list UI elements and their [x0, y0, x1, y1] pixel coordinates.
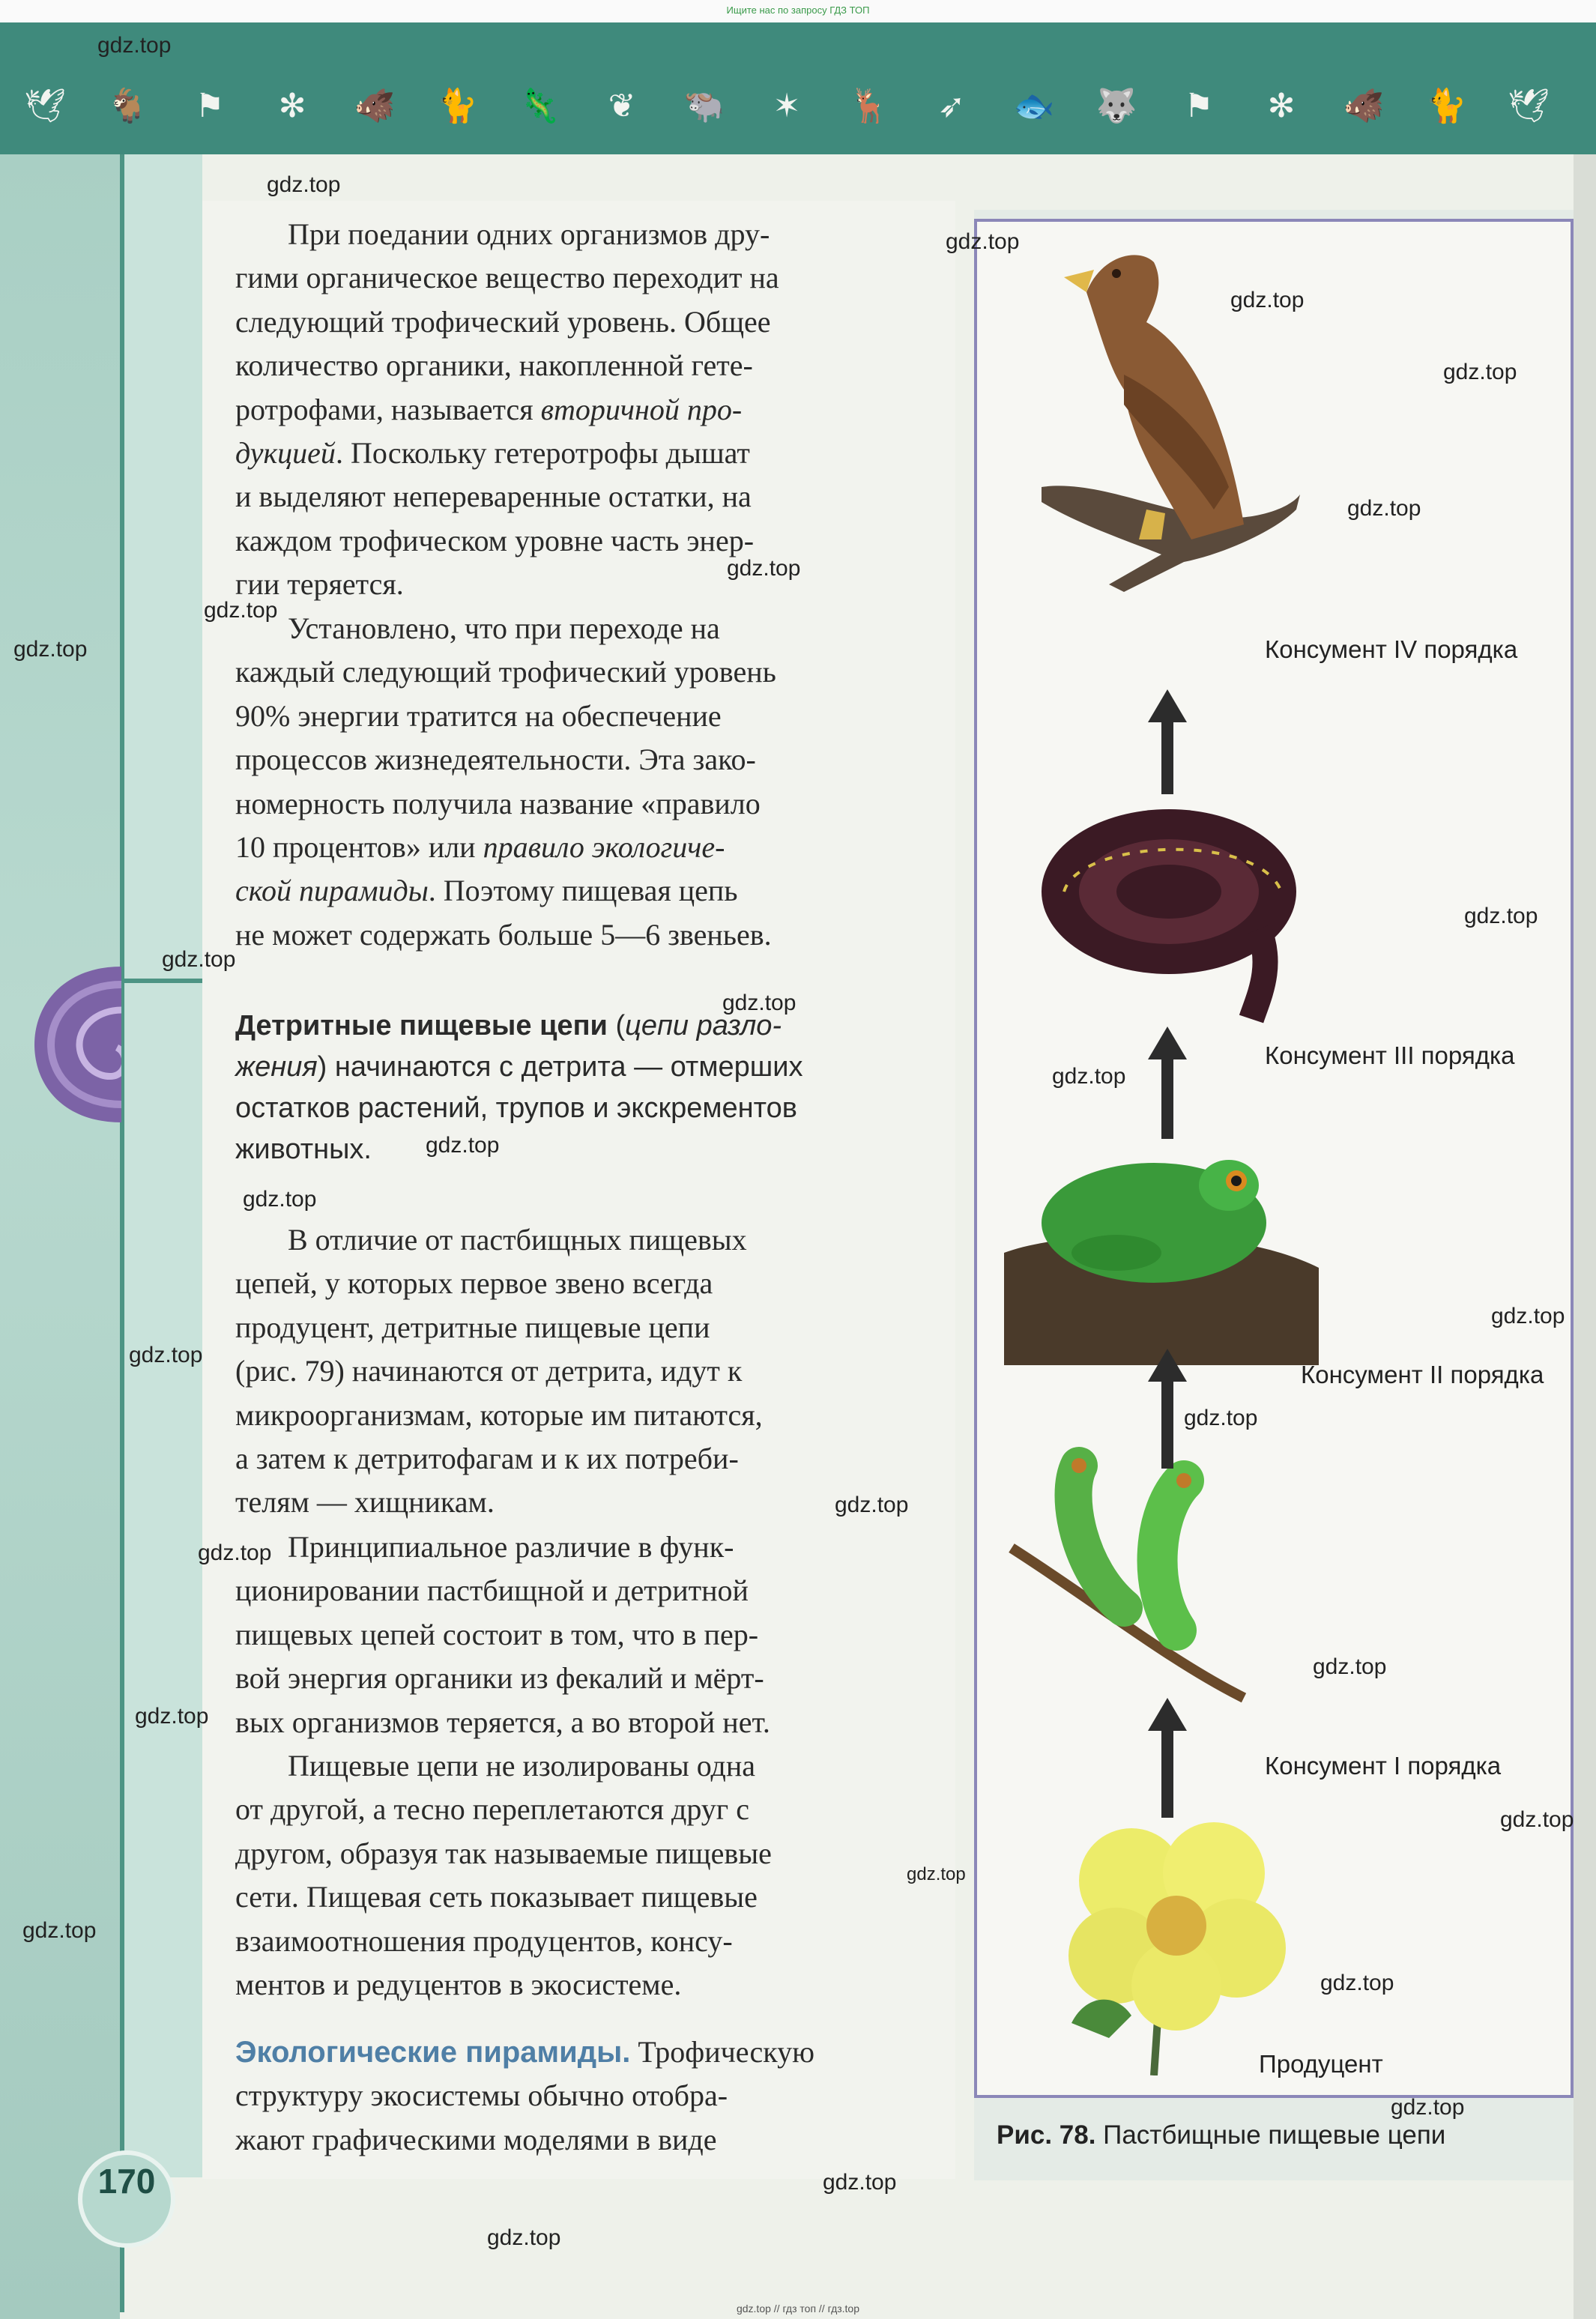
watermark: gdz.top [835, 1493, 909, 1517]
watermark: gdz.top [727, 556, 801, 581]
watermark: gdz.top [97, 33, 172, 58]
bird-icon: 🕊 [24, 88, 66, 124]
insect-icon: ✻ [278, 88, 306, 124]
watermark: gdz.top [1443, 360, 1517, 384]
p3-paren: ( [607, 1010, 626, 1041]
watermark: gdz.top [1184, 1406, 1258, 1430]
watermark: gdz.top [267, 172, 341, 197]
p5-line: ционировании пастбищной и детритной [235, 1573, 749, 1608]
p3-line: ) начинаются с детрита — отмерших [317, 1051, 803, 1083]
p4-line: (рис. 79) начинаются от детрита, идут к [235, 1354, 743, 1388]
footer-text: gdz.top // гдз топ // гдз.top [736, 2303, 860, 2315]
p2-line: процессов жизнедеятельности. Эта зако- [235, 743, 756, 777]
paragraph-6 [235, 1744, 941, 2007]
frog-illustration [1004, 1140, 1319, 1373]
p2-line: каждый следующий трофический уровень [235, 655, 776, 689]
p1-term: вторичной про- [540, 392, 743, 426]
flower-illustration [1042, 1813, 1326, 2075]
p4-line: телям — хищникам. [235, 1485, 495, 1520]
p6-line: другом, образуя так называемые пищевые [235, 1836, 772, 1870]
boar-icon: 🐗 [354, 88, 396, 124]
watermark: gdz.top [198, 1541, 272, 1565]
page-number: 170 [97, 2162, 156, 2201]
p5-line: вой энергия органики из фекалий и мёрт- [235, 1661, 764, 1696]
watermark: gdz.top [1491, 1304, 1565, 1328]
bird-icon: 🕊 [1508, 88, 1550, 124]
cat-icon: 🐈 [1425, 88, 1467, 124]
paragraph-4 [235, 1218, 941, 1525]
heron-icon: ⚑ [1184, 88, 1214, 124]
label-consumer-1: Консумент I порядка [1265, 1752, 1502, 1780]
p6-line: взаимоотношения продуцентов, консу- [235, 1923, 733, 1958]
watermark: gdz.top [129, 1343, 203, 1367]
left-decor-strip [120, 154, 202, 2177]
goat-icon: 🐐 [106, 88, 148, 124]
watermark: gdz.top [907, 1864, 966, 1884]
p1-line: каждом трофическом уровне часть энер- [235, 523, 755, 557]
watermark: gdz.top [1347, 496, 1421, 521]
p4-line: В отличие от пастбищных пищевых [288, 1223, 747, 1257]
watermark: gdz.top [823, 2170, 897, 2195]
swallow-icon: ➶ [937, 88, 966, 124]
paragraph-5 [235, 1526, 941, 1744]
p1-line: При поедании одних организмов дру- [288, 217, 770, 251]
paragraph-3 [235, 1006, 941, 1170]
right-page-edge [1574, 154, 1596, 2319]
p5-line: пищевых цепей состоит в том, что в пер- [235, 1617, 759, 1651]
p5-line: вых организмов теряется, а во второй нет. [235, 1705, 770, 1739]
watermark: gdz.top [1391, 2095, 1465, 2120]
arrow-up-icon [1145, 1349, 1190, 1469]
p1-line: . Поскольку гетеротрофы дышат [335, 436, 750, 471]
watermark: gdz.top [487, 2225, 561, 2250]
top-banner [0, 0, 1596, 22]
lizard-icon: 🦎 [519, 88, 560, 124]
paragraph-2 [235, 607, 941, 957]
p1-line: гими органическое вещество переходит на [235, 261, 779, 295]
watermark: gdz.top [243, 1187, 317, 1212]
p7-line: структуру экосистемы обычно отобра- [235, 2078, 728, 2113]
watermark: gdz.top [22, 1918, 97, 1943]
label-producer: Продуцент [1259, 2050, 1383, 2078]
label-consumer-2: Консумент II порядка [1301, 1361, 1544, 1388]
p5-line: Принципиальное различие в функ- [288, 1530, 734, 1564]
watermark: gdz.top [204, 598, 278, 623]
label-consumer-3: Консумент III порядка [1265, 1041, 1515, 1069]
caterpillars-illustration [1004, 1436, 1319, 1705]
p1-line: количество органики, накопленной гете- [235, 348, 753, 383]
p2-line: 10 процентов» или [235, 830, 483, 865]
fish-icon: 🐟 [1013, 88, 1055, 124]
p2-term: ской пирамиды [235, 874, 429, 908]
p2-line: . Поэтому пищевая цепь [428, 874, 738, 908]
p3-term: цепи разло- [625, 1010, 782, 1041]
p3-line: остатков растений, трупов и экскрементов [235, 1092, 797, 1124]
heron-icon: ⚑ [195, 88, 225, 124]
figure-number: Рис. 78. [997, 2120, 1096, 2150]
p4-line: а затем к детритофагам и к их потреби- [235, 1442, 739, 1476]
scorpion-icon: ✶ [773, 88, 801, 124]
bison-icon: 🐃 [683, 88, 725, 124]
p4-line: цепей, у которых первое звено всегда [235, 1266, 713, 1301]
spiral-shell-icon [34, 967, 121, 1122]
butterfly-icon: ❦ [608, 88, 636, 124]
p1-line: и выделяют непереваренные остатки, на [235, 480, 752, 514]
snake-illustration [1034, 802, 1304, 1027]
p2-line: номерность получила название «правило [235, 786, 761, 820]
p1-line: следующий трофический уровень. Общее [235, 304, 771, 339]
animal-silhouette-row [22, 84, 1581, 136]
p2-line: не может содержать больше 5—6 звеньев. [235, 917, 772, 952]
left-decor-column [0, 154, 120, 2319]
arrow-up-icon [1145, 1027, 1190, 1139]
boar-icon: 🐗 [1343, 88, 1385, 124]
paragraph-1 [235, 213, 941, 607]
watermark: gdz.top [1320, 1971, 1394, 1995]
watermark: gdz.top [426, 1133, 500, 1158]
watermark: gdz.top [1230, 288, 1305, 312]
watermark: gdz.top [946, 229, 1020, 254]
p7-line: жают графическими моделями в виде [235, 2122, 717, 2156]
figure-caption [997, 2120, 1566, 2150]
p6-line: сети. Пищевая сеть показывает пищевые [235, 1880, 758, 1914]
arrow-up-icon [1145, 1698, 1190, 1818]
p1-term: дукцией [235, 436, 336, 471]
p3-term: жения [235, 1051, 318, 1083]
p4-line: микроорганизмам, которые им питаются, [235, 1397, 763, 1432]
figure-title: Пастбищные пищевые цепи [1103, 2120, 1446, 2150]
vertical-rule [120, 154, 124, 2312]
p7-line: Трофическую [630, 2035, 814, 2069]
wolf-icon: 🐺 [1095, 88, 1137, 124]
p1-line: гии теряется. [235, 567, 404, 602]
watermark: gdz.top [1313, 1654, 1387, 1679]
arrow-up-icon [1145, 689, 1190, 794]
p6-line: от другой, а тесно переплетаются друг с [235, 1792, 749, 1827]
p4-line: продуцент, детритные пищевые цепи [235, 1310, 710, 1344]
insect-icon: ✻ [1267, 88, 1296, 124]
watermark: gdz.top [162, 947, 236, 972]
paragraph-7 [235, 2031, 941, 2162]
watermark: gdz.top [1500, 1807, 1574, 1832]
p2-line: 90% энергии тратится на обеспечение [235, 698, 722, 733]
p2-term: правило экологиче- [483, 830, 725, 865]
top-banner-text: Ищите нас по запросу ГДЗ ТОП [726, 4, 870, 16]
watermark: gdz.top [1464, 904, 1538, 928]
deer-icon: 🦌 [848, 88, 890, 124]
p3-line: животных. [235, 1134, 372, 1165]
watermark: gdz.top [1052, 1064, 1126, 1089]
label-consumer-4: Консумент IV порядка [1265, 635, 1518, 663]
p6-line: Пищевые цепи не изолированы одна [288, 1749, 756, 1783]
p6-line: ментов и редуцентов в экосистеме. [235, 1968, 682, 2002]
cat-icon: 🐈 [436, 88, 478, 124]
watermark: gdz.top [135, 1704, 209, 1729]
detrital-chains-heading: Детритные пищевые цепи [235, 1010, 608, 1041]
ecological-pyramids-heading: Экологические пирамиды. [235, 2036, 631, 2069]
watermark: gdz.top [722, 991, 797, 1015]
p1-line: ротрофами, называется [235, 392, 541, 426]
watermark: gdz.top [13, 637, 88, 662]
p2-line: Установлено, что при переходе на [288, 611, 720, 645]
